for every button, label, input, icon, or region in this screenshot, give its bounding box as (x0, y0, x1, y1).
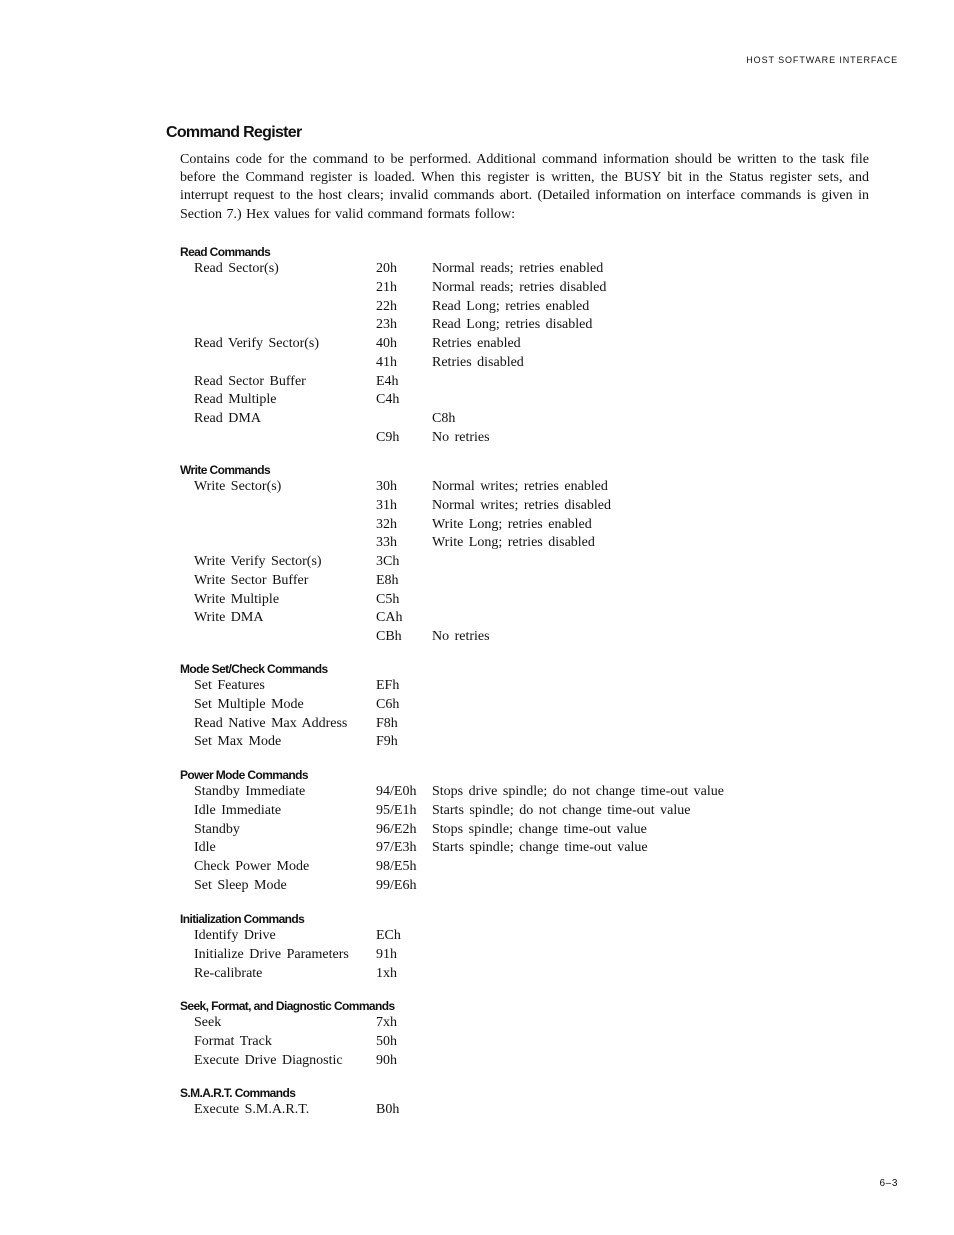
command-row (0, 316, 954, 335)
command-name: Set Sleep Mode (194, 877, 287, 893)
command-row (0, 783, 954, 802)
command-name: Read Sector Buffer (194, 373, 306, 389)
command-name: Write DMA (194, 610, 264, 626)
command-code: F9h (376, 734, 398, 750)
command-name: Re-calibrate (194, 965, 263, 981)
command-code: 98/E5h (376, 859, 417, 874)
command-code: C4h (376, 392, 400, 408)
command-row (0, 553, 954, 572)
command-row (0, 410, 954, 429)
command-description: Write Long; retries enabled (432, 516, 592, 532)
command-code: 30h (376, 479, 397, 494)
command-row (0, 628, 954, 647)
running-header: HOST SOFTWARE INTERFACE (746, 55, 898, 65)
group-heading: Write Commands (180, 463, 271, 477)
command-row (0, 609, 954, 628)
command-code: 22h (376, 298, 397, 314)
command-description: Stops spindle; change time-out value (432, 821, 647, 837)
command-name: Read Sector(s) (194, 261, 279, 276)
group-heading: Initialization Commands (180, 912, 305, 926)
command-name: Read Verify Sector(s) (194, 336, 320, 351)
group-heading: Read Commands (180, 245, 271, 259)
command-row (0, 839, 954, 858)
command-name: Read DMA (194, 411, 261, 426)
command-name: Read Multiple (194, 392, 277, 408)
command-code: 95/E1h (376, 802, 417, 818)
command-row (0, 354, 954, 373)
command-row (0, 373, 954, 392)
command-code: E4h (376, 373, 399, 389)
command-code: 23h (376, 317, 397, 333)
command-name: Identify Drive (194, 928, 276, 943)
command-row (0, 335, 954, 354)
command-code: 20h (376, 261, 397, 276)
command-row (0, 696, 954, 715)
command-row (0, 478, 954, 497)
command-description: No retries (432, 629, 490, 644)
command-code: 32h (376, 516, 397, 532)
group-heading: Seek, Format, and Diagnostic Commands (180, 999, 395, 1013)
command-row (0, 733, 954, 752)
command-description: Starts spindle; do not change time-out value (432, 802, 691, 818)
page-number: 6–3 (879, 1178, 898, 1189)
command-code: E8h (376, 572, 399, 588)
command-code: C5h (376, 591, 400, 607)
command-name: Standby Immediate (194, 784, 306, 799)
command-row (0, 516, 954, 535)
command-code: EFh (376, 678, 400, 693)
command-code: 96/E2h (376, 821, 417, 837)
command-code: F8h (376, 715, 398, 731)
command-code: 33h (376, 535, 397, 551)
command-name: Set Multiple Mode (194, 696, 304, 712)
command-code: B0h (376, 1102, 400, 1117)
section-title: Command Register (166, 124, 302, 141)
command-name: Write Multiple (194, 591, 280, 607)
command-row (0, 260, 954, 279)
command-row (0, 391, 954, 410)
command-description: Write Long; retries disabled (432, 535, 595, 551)
command-code: CBh (376, 629, 402, 644)
command-name: Read Native Max Address (194, 715, 348, 731)
command-description: No retries (432, 429, 490, 445)
command-name: Write Verify Sector(s) (194, 554, 322, 569)
command-row (0, 279, 954, 298)
command-description: Starts spindle; change time-out value (432, 840, 648, 856)
command-row (0, 946, 954, 965)
command-row (0, 715, 954, 734)
command-name: Execute S.M.A.R.T. (194, 1102, 310, 1117)
command-code: 91h (376, 946, 397, 962)
command-row (0, 965, 954, 984)
command-code: CAh (376, 610, 403, 626)
command-name: Write Sector Buffer (194, 572, 309, 588)
command-row (0, 1033, 954, 1052)
command-code: C6h (376, 696, 400, 712)
command-row (0, 572, 954, 591)
command-row (0, 429, 954, 448)
command-code: 41h (376, 354, 397, 370)
command-name: Write Sector(s) (194, 479, 282, 494)
command-row (0, 298, 954, 317)
command-name: Format Track (194, 1033, 272, 1049)
command-name: Idle (194, 840, 216, 856)
command-code: 94/E0h (376, 784, 417, 799)
command-name: Initialize Drive Parameters (194, 946, 349, 962)
command-name: Set Features (194, 678, 265, 693)
command-row (0, 497, 954, 516)
command-row (0, 1101, 954, 1120)
command-description: Normal writes; retries disabled (432, 497, 612, 513)
command-description: Normal reads; retries disabled (432, 279, 607, 295)
command-description: Normal writes; retries enabled (432, 479, 608, 494)
command-code: 7xh (376, 1015, 397, 1030)
command-row (0, 534, 954, 553)
command-code: 90h (376, 1052, 397, 1068)
group-heading: Mode Set/Check Commands (180, 662, 328, 676)
command-row (0, 1014, 954, 1033)
command-name: Check Power Mode (194, 859, 310, 874)
command-name: Idle Immediate (194, 802, 282, 818)
command-row (0, 1052, 954, 1071)
command-row (0, 821, 954, 840)
command-description: Retries disabled (432, 354, 524, 370)
command-row (0, 802, 954, 821)
group-heading: S.M.A.R.T. Commands (180, 1086, 296, 1100)
command-description: Normal reads; retries enabled (432, 261, 604, 276)
command-code: 31h (376, 497, 397, 513)
command-row (0, 927, 954, 946)
group-heading: Power Mode Commands (180, 768, 308, 782)
command-code: C9h (376, 429, 400, 445)
command-code: 40h (376, 336, 397, 351)
command-name: Standby (194, 821, 240, 837)
command-code: 97/E3h (376, 840, 417, 856)
command-name: Execute Drive Diagnostic (194, 1052, 343, 1068)
command-row (0, 677, 954, 696)
command-description: C8h (432, 411, 456, 426)
command-name: Seek (194, 1015, 222, 1030)
command-code: 50h (376, 1033, 397, 1049)
command-description: Retries enabled (432, 336, 521, 351)
command-description: Stops drive spindle; do not change time-out value (432, 784, 725, 799)
command-row (0, 591, 954, 610)
command-name: Set Max Mode (194, 734, 282, 750)
intro-paragraph: Contains code for the command to be performed. Additional command information should be written to the task file before the Command register is loaded. When this register is written, the BUSY bit in the Status register sets, and interrupt request to the host clears; invalid commands abort. (Detailed information on interface commands is given in Section 7.) Hex values for valid command formats follow: (180, 152, 869, 222)
command-description: Read Long; retries enabled (432, 298, 590, 314)
command-description: Read Long; retries disabled (432, 317, 593, 333)
command-code: 3Ch (376, 554, 400, 569)
command-code: 99/E6h (376, 877, 417, 893)
command-row (0, 858, 954, 877)
command-code: 1xh (376, 965, 397, 981)
command-code: ECh (376, 928, 401, 943)
command-code: 21h (376, 279, 397, 295)
command-row (0, 877, 954, 896)
